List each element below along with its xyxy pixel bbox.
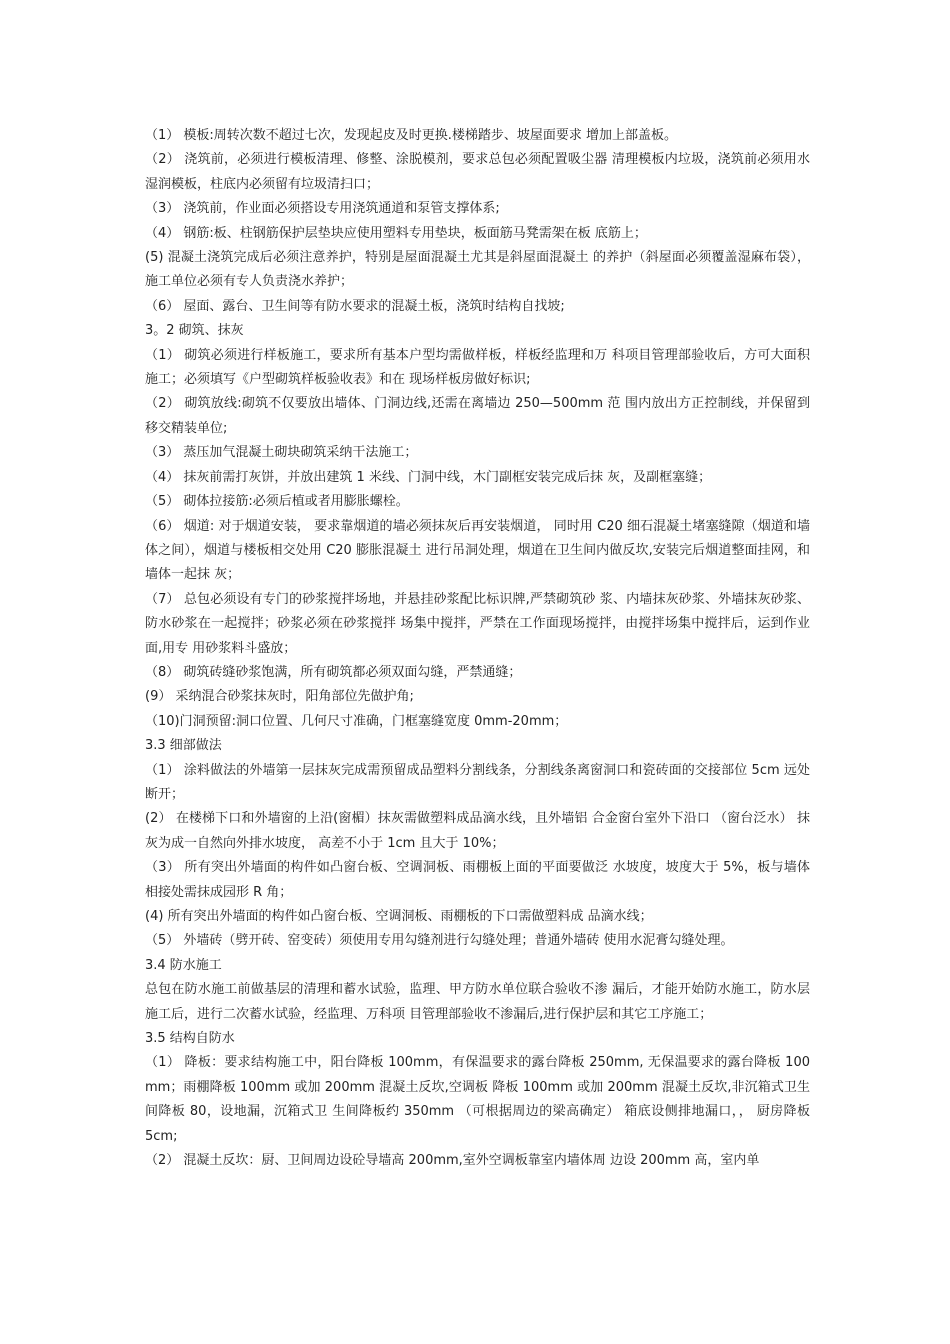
paragraph-waterproofing: 总包在防水施工前做基层的清理和蓄水试验，监理、甲方防水单位联合验收不渗 漏后，才能开始防水施工，防水层施工后，进行二次蓄水试验，经监理、万科项 目管理部验收不渗漏后,进行保护层和其它工序施工； xyxy=(145,982,810,1022)
paragraph-tie-bars: （5） 砌体拉接筋:必须后植或者用膨胀螺栓。 xyxy=(145,494,409,510)
paragraph-aac-blocks: （3） 蒸压加气混凝土砌块砌筑采纳干法施工； xyxy=(145,445,418,461)
paragraph-drip-line: (2） 在楼梯下口和外墙窗的上沿(窗楣）抹灰需做塑料成品滴水线，且外墙铝 合金窗台室外下沿口 （窗台泛水） 抹灰为成一自然向外排水坡度， 高差不小于 1cm 且大于 10%； xyxy=(145,811,810,851)
section-heading-waterproofing: 3.4 防水施工 xyxy=(145,957,222,973)
paragraph-tile-grout: （5） 外墙砖（劈开砖、窑变砖）须使用专用勾缝剂进行勾缝处理；普通外墙砖 使用水泥膏勾缝处理。 xyxy=(145,933,734,949)
paragraph-formwork: （1） 模板:周转次数不超过七次，发现起皮及时更换.楼梯踏步、坡屋面要求 增加上部盖板。 xyxy=(145,128,678,143)
section-heading-structural-waterproofing: 3.5 结构自防水 xyxy=(145,1031,235,1047)
paragraph-flue: （6） 烟道: 对于烟道安装， 要求靠烟道的墙必须抹灰后再安装烟道， 同时用 C20 细石混凝土堵塞缝隙（烟道和墙体之间），烟道与楼板相交处用 C20 膨胀混凝土 进行吊洞处理，烟道在卫生间内做反坎,安装完后烟道整面挂网，和墙体一起抹 灰； xyxy=(145,518,810,583)
paragraph-door-opening: （10)门洞预留:洞口位置、几何尺寸准确，门框塞缝宽度 0mm-20mm； xyxy=(145,713,568,729)
paragraph-masonry-sample: （1） 砌筑必须进行样板施工，要求所有基本户型均需做样板，样板经监理和万 科项目管理部验收后，方可大面积施工；必须填写《户型砌筑样板验收表》和在 现场样板房做好标识; xyxy=(145,347,810,388)
paragraph-concrete-curb: （2） 混凝土反坎：厨、卫间周边设砼导墙高 200mm,室外空调板靠室内墙体周 边设 200mm 高，室内单 xyxy=(145,1153,760,1169)
section-heading-details: 3.3 细部做法 xyxy=(145,738,222,754)
paragraph-drip-edge: (4) 所有突出外墙面的构件如凸窗台板、空调洞板、雨棚板的下口需做塑料成 品滴水线； xyxy=(145,909,653,924)
paragraph-curing: (5) 混凝土浇筑完成后必须注意养护，特别是屋面混凝土尤其是斜屋面混凝土 的养护（斜屋面必须覆盖湿麻布袋），施工单位必须有专人负责浇水养护； xyxy=(145,250,810,290)
paragraph-pouring-channel: （3） 浇筑前，作业面必须搭设专用浇筑通道和泵管支撑体系; xyxy=(145,201,500,217)
paragraph-masonry-layout: （2） 砌筑放线:砌筑不仅要放出墙体、门洞边线,还需在离墙边 250—500mm 范 围内放出方正控制线，并保留到移交精装单位; xyxy=(145,396,810,436)
paragraph-corner-guard: (9） 采纳混合砂浆抹灰时，阳角部位先做护角; xyxy=(145,689,414,705)
paragraph-mortar-mixing: （7） 总包必须设有专门的砂浆搅拌场地，并悬挂砂浆配比标识牌,严禁砌筑砂 浆、内墙抹灰砂浆、外墙抹灰砂浆、防水砂浆在一起搅拌；砂浆必须在砂浆搅拌 场集中搅拌，严禁在工作面现场搅拌，由搅拌场集中搅拌后，运到作业面,用专 用砂浆料斗盛放； xyxy=(145,591,810,656)
paragraph-pouring-prep: （2） 浇筑前，必须进行模板清理、修整、涂脱模剂，要求总包必须配置吸尘器 清理模板内垃圾，浇筑前必须用水湿润模板，柱底内必须留有垃圾清扫口； xyxy=(145,152,810,192)
paragraph-slab-slope: （6） 屋面、露台、卫生间等有防水要求的混凝土板，浇筑时结构自找坡; xyxy=(145,298,565,314)
paragraph-slab-drop: （1） 降板：要求结构施工中，阳台降板 100mm，有保温要求的露台降板 250mm, 无保温要求的露台降板 100 mm；雨棚降板 100mm 或加 200mm 混凝土反坎,空调板 降板 100mm 或加 200mm 混凝土反坎,非沉箱式卫生间降板 80，设地漏，沉箱式卫 生间降板约 350mm （可根据周边的梁高确定） 箱底设侧排地漏口，， 厨房降板 5cm; xyxy=(145,1055,810,1144)
document-page xyxy=(145,124,810,1173)
paragraph-rebar: （4） 钢筋:板、柱钢筋保护层垫块应使用塑料专用垫块，板面筋马凳需架在板 底筋上； xyxy=(145,225,647,241)
section-heading-masonry: 3。2 砌筑、抹灰 xyxy=(145,323,244,339)
paragraph-plaster-prep: （4） 抹灰前需打灰饼，并放出建筑 1 米线、门洞中线，木门副框安装完成后抹 灰，及副框塞缝； xyxy=(145,469,712,485)
paragraph-flashing-slope: （3） 所有突出外墙面的构件如凸窗台板、空调洞板、雨棚板上面的平面要做泛 水坡度，坡度大于 5%，板与墙体相接处需抹成园形 R 角； xyxy=(145,860,810,900)
paragraph-exterior-paint: （1） 涂料做法的外墙第一层抹灰完成需预留成品塑料分割线条，分割线条离窗洞口和瓷砖面的交接部位 5cm 远处断开； xyxy=(145,762,810,802)
paragraph-joint-mortar: （8） 砌筑砖缝砂浆饱满，所有砌筑都必须双面勾缝，严禁通缝； xyxy=(145,664,522,680)
